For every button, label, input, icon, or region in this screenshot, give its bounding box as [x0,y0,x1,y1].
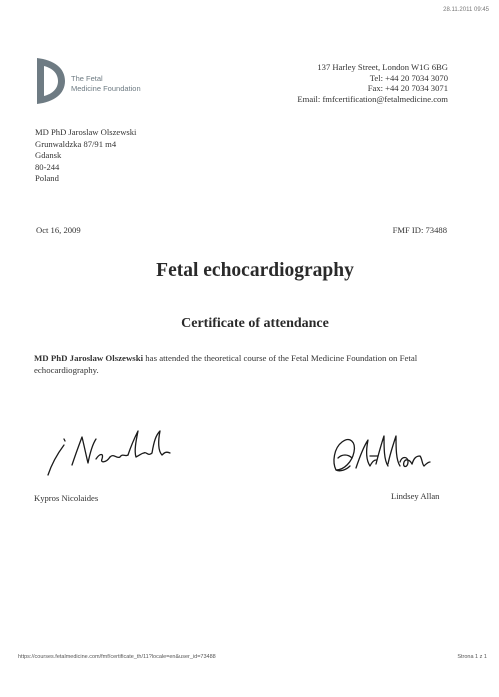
certificate-date: Oct 16, 2009 [36,225,81,235]
recipient-name: MD PhD Jaroslaw Olszewski [35,127,137,137]
foundation-address: 137 Harley Street, London W1G 6BG [317,62,448,72]
signer-name-nicolaides: Kypros Nicolaides [34,493,99,503]
signature-nicolaides [30,423,180,485]
certificate-title: Fetal echocardiography [156,260,354,281]
recipient-address-block [35,127,136,185]
footer-page-number: Strona 1 z 1 [457,654,487,660]
print-timestamp: 28.11.2011 09:45 [443,7,489,13]
recipient-postcode: 80-244 [35,161,60,172]
certificate-statement: has attended the theoretical course of the Fetal Medicine Foundation on Fetal echocardiography. [34,353,418,375]
foundation-email: Email: fmfcertification@fetalmedicine.com [297,93,448,104]
attendee-name: MD PhD Jaroslaw Olszewski [34,353,144,363]
foundation-contact-block [297,62,448,104]
recipient-city: Gdansk [35,150,62,160]
certificate-subtitle: Certificate of attendance [181,316,329,331]
foundation-tel: Tel: +44 20 7034 3070 [369,72,448,83]
recipient-street: Grunwaldzka 87/91 m4 [35,138,117,149]
foundation-fax: Fax: +44 20 7034 3071 [367,83,448,93]
logo-text-line2: Medicine Foundation [71,84,141,93]
signer-name-allan: Lindsey Allan [391,491,440,501]
recipient-country: Poland [35,173,59,183]
signature-allan [326,428,436,480]
fmf-logo-mark-icon [34,56,68,106]
fmf-id: FMF ID: 73488 [392,225,447,235]
logo-text-line1: The Fetal [71,74,103,83]
certificate-body [34,352,474,376]
footer-url: https://courses.fetalmedicine.com/fmf/certificate_th/11?locale=en&user_id=73488 [18,654,216,660]
fmf-logo [34,56,174,108]
